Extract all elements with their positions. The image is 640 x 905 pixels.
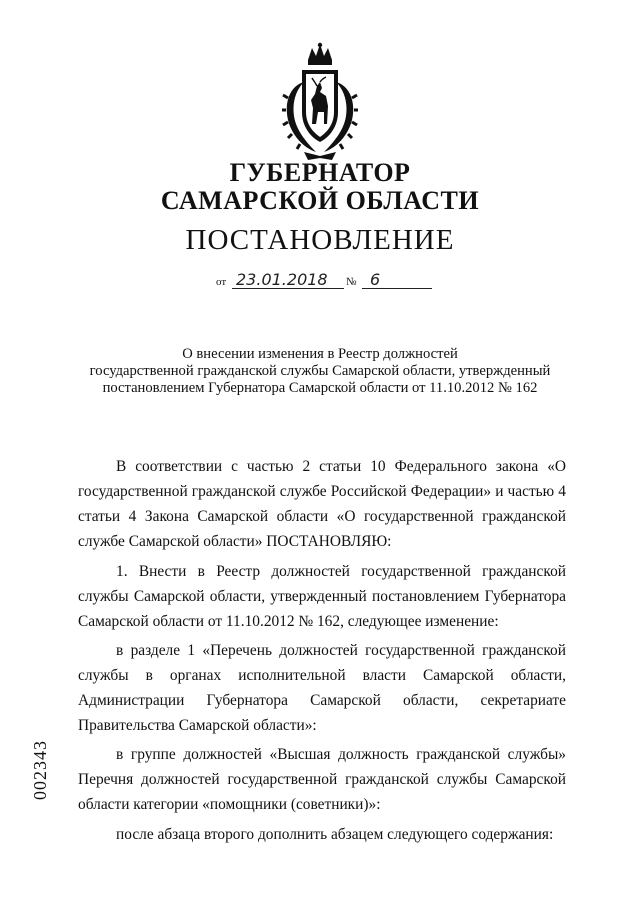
document-type: ПОСТАНОВЛЕНИЕ (185, 224, 455, 256)
coat-of-arms-icon (282, 42, 358, 162)
body-paragraph-1: В соответствии с частью 2 статьи 10 Федерального закона «О государственной гражданской службе Российской Федерации» и частью 4 статьи 4 Закона Самарской области «О государственной гражданской службе Самарской области» ПОСТАНОВЛЯЮ: (78, 458, 566, 550)
date-value: 23.01.2018 (236, 270, 328, 289)
body-paragraph-4: в группе должностей «Высшая должность гражданской службы» Перечня должностей государственной гражданской службы Самарской области категории «помощники (советники)»: (78, 746, 566, 813)
date-number-line (212, 268, 442, 292)
date-label: от (216, 276, 227, 288)
body-paragraph-2: 1. Внести в Реестр должностей государственной гражданской службы Самарской области, утвержденный постановлением Губернатора Самарской области от 11.10.2012 № 162, следующее изменение: (78, 563, 566, 630)
authority-title: ГУБЕРНАТОР (229, 158, 411, 187)
margin-stamp-number: 002343 (30, 740, 50, 800)
number-value: 6 (370, 270, 381, 289)
number-label: № (346, 276, 357, 288)
body-paragraph-5: после абзаца второго дополнить абзацем следующего содержания: (116, 826, 554, 843)
document-subject: О внесении изменения в Реестр должностей государственной гражданской службы Самарской области, утвержденный постановлением Губернатора Самарской области от 11.10.2012 № 162 (89, 346, 551, 396)
authority-region: САМАРСКОЙ ОБЛАСТИ (160, 186, 480, 215)
body-paragraph-3: в разделе 1 «Перечень должностей государственной гражданской службы в органах исполнительной власти Самарской области, Администрации Губернатора Самарской области, секретариате Правительства Самарской области»: (78, 642, 566, 734)
